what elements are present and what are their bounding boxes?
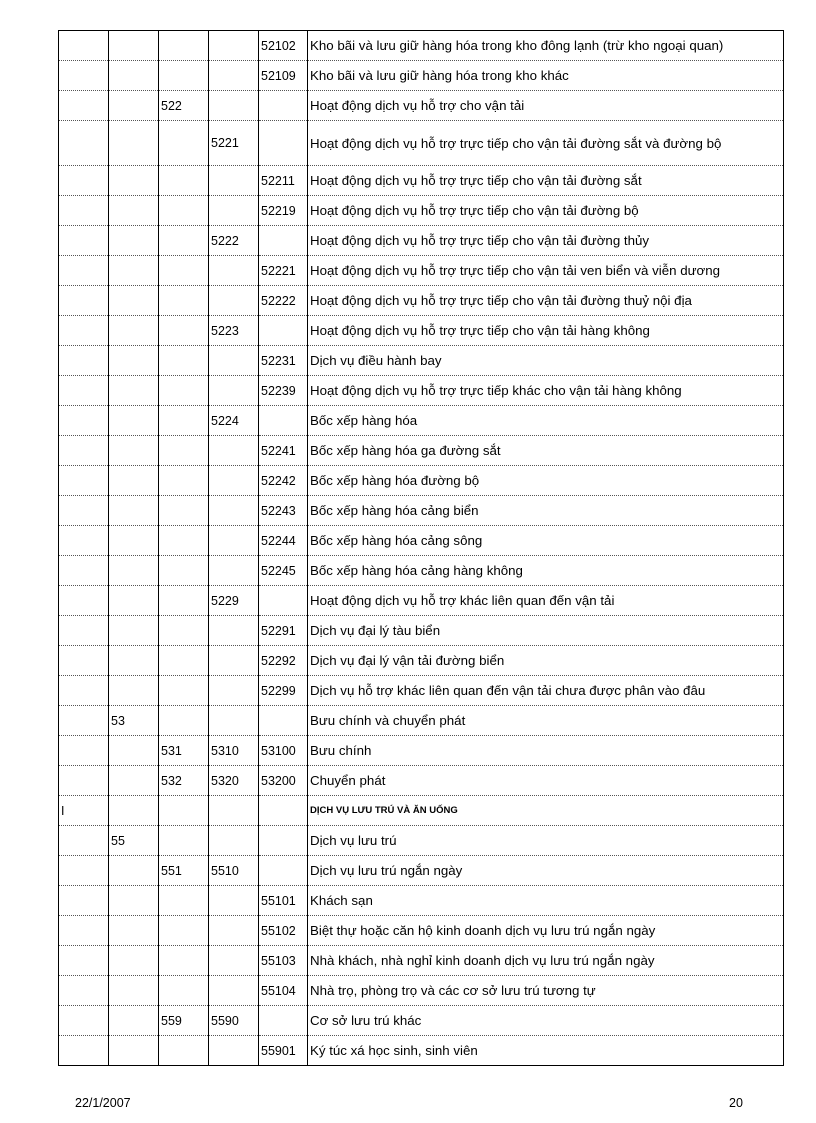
description-cell: Bốc xếp hàng hóa cảng biển [308,496,784,526]
level3-code-cell [159,976,209,1006]
table-row [59,406,784,436]
level5-code-cell: 52211 [259,166,308,196]
level4-code-cell [209,826,259,856]
level1-code-cell [59,61,109,91]
table-body [59,31,784,1066]
level1-code-cell [59,406,109,436]
table-row [59,886,784,916]
description-cell: Dịch vụ hỗ trợ khác liên quan đến vận tải chưa được phân vào đâu [308,676,784,706]
level1-code-cell [59,976,109,1006]
level4-code-cell [209,286,259,316]
level2-code-cell [109,676,159,706]
level5-code-cell: 52244 [259,526,308,556]
level5-code-cell: 52231 [259,346,308,376]
level1-code-cell: I [59,796,109,826]
level2-code-cell [109,436,159,466]
table-row [59,466,784,496]
description-cell: Cơ sở lưu trú khác [308,1006,784,1036]
level2-code-cell [109,376,159,406]
level4-code-cell: 5320 [209,766,259,796]
description-cell: Dịch vụ đại lý tàu biển [308,616,784,646]
level5-code-cell: 53200 [259,766,308,796]
level1-code-cell [59,556,109,586]
level2-code-cell [109,796,159,826]
level5-code-cell: 52222 [259,286,308,316]
table-row [59,91,784,121]
table-row [59,766,784,796]
description-cell: Hoạt động dịch vụ hỗ trợ trực tiếp cho vận tải đường thuỷ nội địa [308,286,784,316]
level4-code-cell: 5590 [209,1006,259,1036]
level5-code-cell: 55103 [259,946,308,976]
description-cell: Dịch vụ lưu trú [308,826,784,856]
level4-code-cell: 5223 [209,316,259,346]
description-cell: Dịch vụ lưu trú ngắn ngày [308,856,784,886]
level5-code-cell: 52243 [259,496,308,526]
level5-code-cell: 52102 [259,31,308,61]
level2-code-cell [109,886,159,916]
level1-code-cell [59,676,109,706]
level2-code-cell [109,916,159,946]
table-row [59,586,784,616]
level4-code-cell [209,1036,259,1066]
level1-code-cell [59,1006,109,1036]
table-row [59,856,784,886]
level3-code-cell [159,706,209,736]
level2-code-cell [109,616,159,646]
description-cell: DỊCH VỤ LƯU TRÚ VÀ ĂN UỐNG [308,796,784,826]
level5-code-cell: 55102 [259,916,308,946]
description-cell: Bưu chính và chuyển phát [308,706,784,736]
page-number: 20 [729,1096,743,1110]
level3-code-cell [159,406,209,436]
level1-code-cell [59,706,109,736]
level1-code-cell [59,196,109,226]
table-row [59,226,784,256]
level2-code-cell [109,226,159,256]
description-cell: Bốc xếp hàng hóa cảng sông [308,526,784,556]
description-cell: Kho bãi và lưu giữ hàng hóa trong kho đông lạnh (trừ kho ngoại quan) [308,31,784,61]
description-cell: Bốc xếp hàng hóa ga đường sắt [308,436,784,466]
level5-code-cell: 52242 [259,466,308,496]
level5-code-cell: 52241 [259,436,308,466]
level2-code-cell [109,256,159,286]
level3-code-cell [159,1036,209,1066]
level1-code-cell [59,586,109,616]
description-cell: Kho bãi và lưu giữ hàng hóa trong kho khác [308,61,784,91]
level5-code-cell [259,856,308,886]
level3-code-cell [159,256,209,286]
description-cell: Dịch vụ điều hành bay [308,346,784,376]
description-cell: Hoạt động dịch vụ hỗ trợ trực tiếp cho vận tải đường thủy [308,226,784,256]
level4-code-cell [209,61,259,91]
level3-code-cell [159,796,209,826]
level2-code-cell [109,466,159,496]
level3-code-cell [159,61,209,91]
table-row [59,496,784,526]
level4-code-cell [209,436,259,466]
level2-code-cell [109,496,159,526]
level2-code-cell [109,736,159,766]
description-cell: Hoạt động dịch vụ hỗ trợ trực tiếp khác cho vận tải hàng không [308,376,784,406]
level5-code-cell: 52291 [259,616,308,646]
level4-code-cell: 5224 [209,406,259,436]
level5-code-cell: 52299 [259,676,308,706]
level1-code-cell [59,496,109,526]
level2-code-cell [109,166,159,196]
level1-code-cell [59,766,109,796]
level3-code-cell: 532 [159,766,209,796]
level1-code-cell [59,31,109,61]
description-cell: Hoạt động dịch vụ hỗ trợ trực tiếp cho vận tải đường sắt [308,166,784,196]
table-row [59,376,784,406]
level4-code-cell [209,976,259,1006]
level4-code-cell [209,616,259,646]
level4-code-cell [209,796,259,826]
level4-code-cell [209,646,259,676]
level1-code-cell [59,886,109,916]
description-cell: Hoạt động dịch vụ hỗ trợ khác liên quan đến vận tải [308,586,784,616]
level5-code-cell [259,406,308,436]
level1-code-cell [59,946,109,976]
level2-code-cell [109,121,159,166]
level2-code-cell [109,856,159,886]
description-cell: Hoạt động dịch vụ hỗ trợ trực tiếp cho vận tải đường bộ [308,196,784,226]
description-cell: Ký túc xá học sinh, sinh viên [308,1036,784,1066]
level2-code-cell [109,346,159,376]
level4-code-cell: 5310 [209,736,259,766]
level1-code-cell [59,616,109,646]
table-row [59,346,784,376]
table-row [59,796,784,826]
level4-code-cell [209,346,259,376]
table-row [59,316,784,346]
level3-code-cell [159,646,209,676]
level2-code-cell: 55 [109,826,159,856]
level4-code-cell [209,676,259,706]
level2-code-cell [109,1006,159,1036]
level2-code-cell [109,646,159,676]
level1-code-cell [59,286,109,316]
level2-code-cell [109,316,159,346]
level3-code-cell [159,346,209,376]
table-row [59,166,784,196]
level4-code-cell [209,556,259,586]
level5-code-cell: 55104 [259,976,308,1006]
table-row [59,121,784,166]
level5-code-cell: 52219 [259,196,308,226]
level3-code-cell [159,556,209,586]
level2-code-cell [109,61,159,91]
level4-code-cell [209,496,259,526]
table-row [59,256,784,286]
table-row [59,646,784,676]
level3-code-cell [159,226,209,256]
level3-code-cell: 522 [159,91,209,121]
table-row [59,61,784,91]
level3-code-cell [159,886,209,916]
description-cell: Hoạt động dịch vụ hỗ trợ trực tiếp cho vận tải ven biển và viễn dương [308,256,784,286]
level4-code-cell [209,166,259,196]
level3-code-cell: 531 [159,736,209,766]
table-row [59,526,784,556]
description-cell: Bốc xếp hàng hóa cảng hàng không [308,556,784,586]
table-row [59,946,784,976]
level4-code-cell: 5229 [209,586,259,616]
level3-code-cell [159,286,209,316]
level5-code-cell [259,316,308,346]
description-cell: Nhà trọ, phòng trọ và các cơ sở lưu trú tương tự [308,976,784,1006]
description-cell: Biệt thự hoặc căn hộ kinh doanh dịch vụ lưu trú ngắn ngày [308,916,784,946]
level3-code-cell [159,466,209,496]
level2-code-cell [109,31,159,61]
table-row [59,556,784,586]
description-cell: Nhà khách, nhà nghỉ kinh doanh dịch vụ lưu trú ngắn ngày [308,946,784,976]
level3-code-cell [159,586,209,616]
level1-code-cell [59,646,109,676]
table-row [59,976,784,1006]
level2-code-cell [109,91,159,121]
level1-code-cell [59,466,109,496]
level1-code-cell [59,121,109,166]
table-row [59,616,784,646]
level3-code-cell [159,376,209,406]
level2-code-cell [109,406,159,436]
level5-code-cell: 53100 [259,736,308,766]
level2-code-cell [109,526,159,556]
description-cell: Dịch vụ đại lý vận tải đường biển [308,646,784,676]
level2-code-cell [109,766,159,796]
level2-code-cell: 53 [109,706,159,736]
level1-code-cell [59,1036,109,1066]
level5-code-cell [259,121,308,166]
level2-code-cell [109,196,159,226]
level5-code-cell: 52245 [259,556,308,586]
level4-code-cell [209,256,259,286]
level1-code-cell [59,436,109,466]
level1-code-cell [59,826,109,856]
description-cell: Hoạt động dịch vụ hỗ trợ trực tiếp cho vận tải hàng không [308,316,784,346]
table-row [59,1006,784,1036]
footer-date: 22/1/2007 [75,1096,131,1110]
level1-code-cell [59,226,109,256]
level1-code-cell [59,316,109,346]
level3-code-cell: 551 [159,856,209,886]
level4-code-cell [209,706,259,736]
level1-code-cell [59,916,109,946]
level4-code-cell [209,91,259,121]
level3-code-cell [159,916,209,946]
level3-code-cell [159,316,209,346]
level3-code-cell [159,436,209,466]
level3-code-cell [159,121,209,166]
table-row [59,736,784,766]
level4-code-cell [209,196,259,226]
level4-code-cell [209,31,259,61]
level3-code-cell [159,616,209,646]
level1-code-cell [59,91,109,121]
table-row [59,706,784,736]
level1-code-cell [59,256,109,286]
level2-code-cell [109,556,159,586]
level4-code-cell: 5221 [209,121,259,166]
table-row [59,1036,784,1066]
level3-code-cell [159,196,209,226]
table-row [59,31,784,61]
level1-code-cell [59,736,109,766]
description-cell: Bưu chính [308,736,784,766]
level5-code-cell: 52292 [259,646,308,676]
level2-code-cell [109,1036,159,1066]
level3-code-cell [159,166,209,196]
description-cell: Hoạt động dịch vụ hỗ trợ trực tiếp cho vận tải đường sắt và đường bộ [308,121,784,166]
level5-code-cell [259,226,308,256]
level2-code-cell [109,586,159,616]
level3-code-cell [159,496,209,526]
level4-code-cell [209,376,259,406]
level5-code-cell: 52109 [259,61,308,91]
industry-code-table [58,30,784,1066]
level2-code-cell [109,286,159,316]
level5-code-cell [259,796,308,826]
level5-code-cell [259,706,308,736]
level1-code-cell [59,376,109,406]
level3-code-cell [159,946,209,976]
level1-code-cell [59,346,109,376]
level4-code-cell [209,526,259,556]
level1-code-cell [59,166,109,196]
level4-code-cell [209,886,259,916]
level1-code-cell [59,526,109,556]
description-cell: Bốc xếp hàng hóa đường bộ [308,466,784,496]
level3-code-cell [159,526,209,556]
table-row [59,196,784,226]
level4-code-cell: 5222 [209,226,259,256]
description-cell: Bốc xếp hàng hóa [308,406,784,436]
level3-code-cell: 559 [159,1006,209,1036]
level3-code-cell [159,826,209,856]
level4-code-cell [209,466,259,496]
level2-code-cell [109,976,159,1006]
level4-code-cell [209,916,259,946]
level5-code-cell [259,586,308,616]
description-cell: Khách sạn [308,886,784,916]
level4-code-cell: 5510 [209,856,259,886]
description-cell: Chuyển phát [308,766,784,796]
table-row [59,916,784,946]
table-row [59,286,784,316]
level3-code-cell [159,676,209,706]
level5-code-cell: 52221 [259,256,308,286]
level3-code-cell [159,31,209,61]
level5-code-cell: 55101 [259,886,308,916]
level2-code-cell [109,946,159,976]
level5-code-cell: 52239 [259,376,308,406]
level1-code-cell [59,856,109,886]
level5-code-cell [259,91,308,121]
table-row [59,676,784,706]
level5-code-cell [259,826,308,856]
table-row [59,436,784,466]
level5-code-cell: 55901 [259,1036,308,1066]
level5-code-cell [259,1006,308,1036]
table-row [59,826,784,856]
level4-code-cell [209,946,259,976]
description-cell: Hoạt động dịch vụ hỗ trợ cho vận tải [308,91,784,121]
